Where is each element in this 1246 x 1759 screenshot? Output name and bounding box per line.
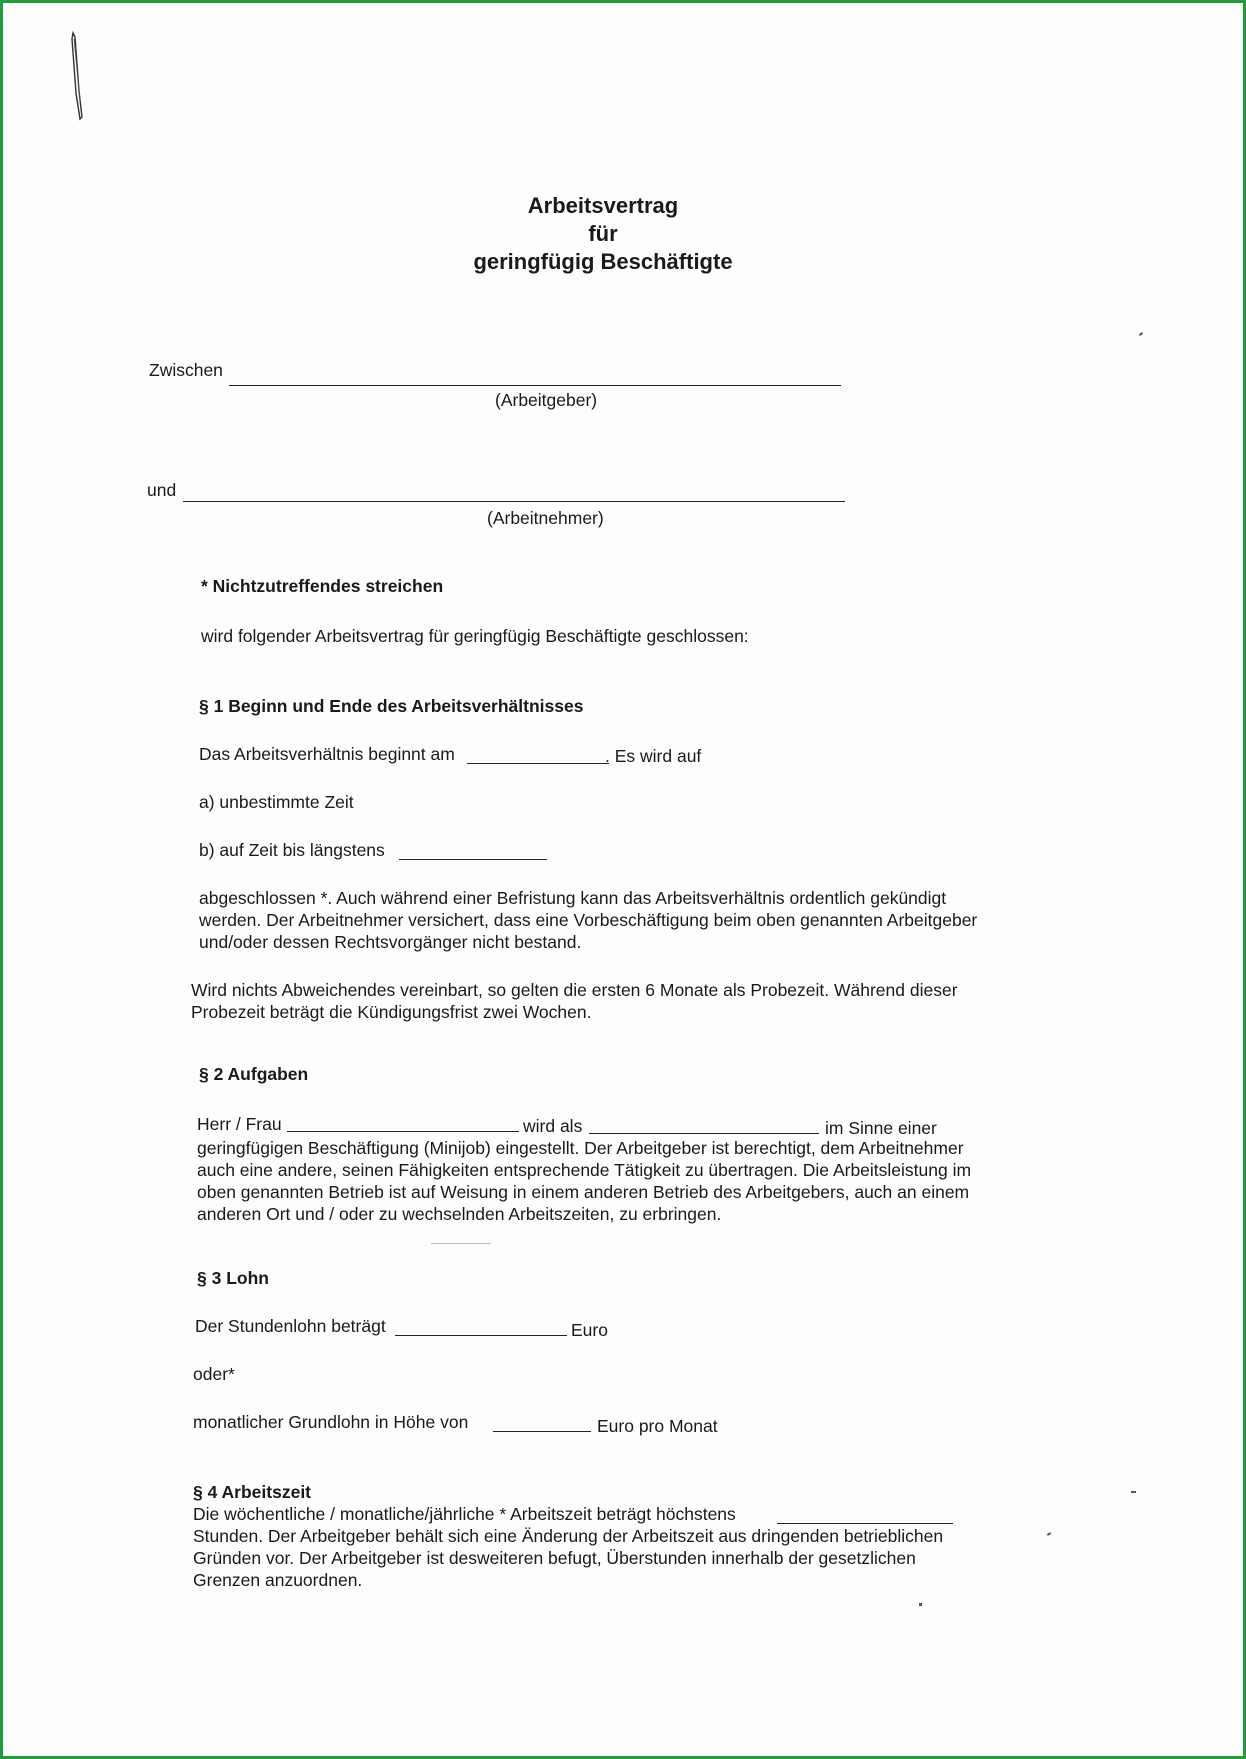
doc-title-line3: geringfügig Beschäftigte [473, 249, 733, 274]
employee-line[interactable] [183, 501, 845, 502]
hours-line[interactable] [777, 1523, 953, 1524]
s3-heading: § 3 Lohn [197, 1268, 269, 1288]
s4-line1: Die wöchentliche / monatliche/jährliche * Arbeitszeit beträgt höchstens [193, 1504, 736, 1524]
hourly-wage-line[interactable] [395, 1335, 567, 1336]
scan-speck [1131, 1491, 1136, 1493]
s1-option-b: b) auf Zeit bis längstens [199, 840, 385, 860]
scan-speck [431, 1243, 491, 1244]
intro-text: wird folgender Arbeitsvertrag für geringfügig Beschäftigte geschlossen: [201, 626, 749, 646]
note-strike: * Nichtzutreffendes streichen [201, 576, 444, 596]
end-date-line[interactable] [399, 859, 547, 860]
label-arbeitnehmer: (Arbeitnehmer) [487, 508, 604, 528]
s3-stundenlohn: Der Stundenlohn beträgt [195, 1316, 386, 1336]
s2-heading: § 2 Aufgaben [199, 1064, 309, 1084]
s1-para2-line1: Wird nichts Abweichendes vereinbart, so gelten die ersten 6 Monate als Probezeit. Während dieser [191, 980, 958, 1000]
employer-line[interactable] [229, 385, 841, 386]
doc-title-line1: Arbeitsvertrag [527, 193, 679, 218]
scan-speck [1047, 1532, 1051, 1536]
label-arbeitgeber: (Arbeitgeber) [495, 390, 598, 410]
position-line[interactable] [589, 1133, 819, 1134]
s1-para1-line3: und/oder dessen Rechtsvorgänger nicht bestand. [199, 932, 582, 952]
s3-monat-pre: monatlicher Grundlohn in Höhe von [193, 1412, 469, 1432]
s2-wird-als: wird als [523, 1116, 583, 1136]
s1-para1-line1: abgeschlossen *. Auch während einer Befristung kann das Arbeitsverhältnis ordentlich gekündigt [199, 888, 947, 908]
monthly-wage-line[interactable] [493, 1431, 591, 1432]
s2-line4: oben genannten Betrieb ist auf Weisung in einem anderen Betrieb des Arbeitgebers, auch an einem [197, 1182, 970, 1202]
doc-title-line2: für [588, 221, 618, 246]
start-date-line[interactable] [467, 763, 609, 764]
s1-heading: § 1 Beginn und Ende des Arbeitsverhältnisses [199, 696, 584, 716]
name-line[interactable] [287, 1131, 519, 1132]
label-und: und [147, 480, 177, 500]
s2-line2: geringfügigen Beschäftigung (Minijob) eingestellt. Der Arbeitgeber ist berechtigt, dem Arbeitnehmer [197, 1138, 964, 1158]
s3-oder: oder* [193, 1364, 235, 1384]
s1-option-a: a) unbestimmte Zeit [199, 792, 354, 812]
s4-line2: Stunden. Der Arbeitgeber behält sich eine Änderung der Arbeitszeit aus dringenden betrieblichen [193, 1526, 944, 1546]
s4-line3: Gründen vor. Der Arbeitgeber ist desweiteren befugt, Überstunden innerhalb der gesetzlichen [193, 1548, 916, 1568]
s1-para1-line2: werden. Der Arbeitnehmer versichert, dass eine Vorbeschäftigung beim oben genannten Arbeitgeber [199, 910, 978, 930]
s2-herr-frau: Herr / Frau [197, 1114, 282, 1134]
scan-speck [919, 1603, 922, 1606]
s2-line5: anderen Ort und / oder zu wechselnden Arbeitszeiten, zu erbringen. [197, 1204, 722, 1224]
label-zwischen: Zwischen [149, 360, 223, 380]
pen-mark-icon [69, 31, 89, 121]
s2-line3: auch eine andere, seinen Fähigkeiten entsprechende Tätigkeit zu übertragen. Die Arbeitsleistung im [197, 1160, 972, 1180]
s3-monat-post: Euro pro Monat [597, 1416, 718, 1436]
s2-im-sinne: im Sinne einer [825, 1118, 937, 1138]
s1-para2-line2: Probezeit beträgt die Kündigungsfrist zwei Wochen. [191, 1002, 592, 1022]
s1-begin-post: . Es wird auf [605, 746, 702, 766]
s4-heading: § 4 Arbeitszeit [193, 1482, 312, 1502]
s3-euro: Euro [571, 1320, 608, 1340]
s4-line4: Grenzen anzuordnen. [193, 1570, 363, 1590]
scan-speck [1139, 332, 1143, 336]
s1-begin-pre: Das Arbeitsverhältnis beginnt am [199, 744, 455, 764]
